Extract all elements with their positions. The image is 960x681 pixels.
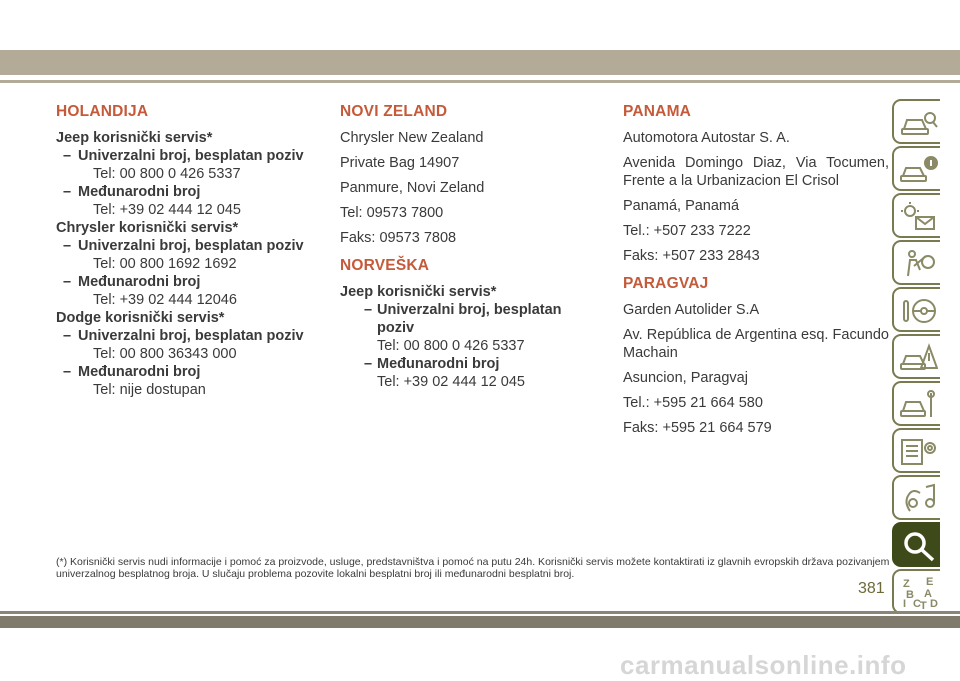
specifications-icon [900,436,938,468]
phone-number: Tel: 00 800 36343 000 [93,346,237,362]
footnote: (*) Korisnički servis nudi informacije i pomoć za proizvode, usluge, predstavništva i pomoć na putu 24h. Korisnički servis možete kontaktirati iz glavnih evropskih država pozivanjem univerzalnog besplatnog broja. U slučaju problema pozovite lokalni besplatni broj ili međunarodni besplatni broj. [56,556,890,580]
car-warning-icon [900,342,938,374]
bottom-footer-band [0,616,960,628]
column-panama [623,100,889,444]
address-line: Automotora Autostar S. A. [623,130,790,146]
svg-text:Z: Z [903,578,910,590]
address-line: Av. República de Argentina esq. Facundo Machain [623,327,889,361]
svg-text:C: C [913,598,921,609]
phone-number: Tel: nije dostupan [93,382,206,398]
list-item-label: – Međunarodni broj [63,364,201,380]
chapter-tabs [892,99,940,616]
tab-specifications[interactable] [892,428,940,473]
heading-holandija: HOLANDIJA [56,103,149,120]
phone-line: Tel: 09573 7800 [340,205,444,221]
column-novi-zeland [340,100,595,391]
bottom-divider [0,611,960,614]
phone-line: Tel.: +507 233 7222 [623,223,751,239]
svg-text:D: D [930,598,938,609]
list-item-label: – Međunarodni broj [364,356,500,372]
svg-text:A: A [924,588,932,600]
watermark: carmanualsonline.info [620,650,907,680]
address-line: Private Bag 14907 [340,155,460,171]
column-holandija [56,100,311,399]
svg-text:I: I [903,598,907,609]
list-item-label: – Univerzalni broj, besplatan poziv [364,302,562,336]
tab-search[interactable] [892,522,940,567]
phone-line: Tel.: +595 21 664 580 [623,395,763,411]
heading-panama: PANAMA [623,103,692,120]
multimedia-icon [900,483,938,515]
phone-number: Tel: +39 02 444 12046 [93,292,237,308]
group-jeep [56,129,311,219]
group-title: Chrysler korisnički servis* [56,220,239,236]
tab-alphabetical-index[interactable] [892,569,940,614]
tab-car-info[interactable] [892,146,940,191]
heading-novi-zeland: NOVI ZELAND [340,103,448,120]
airbag-safety-icon [900,248,938,280]
tab-car-search[interactable] [892,99,940,144]
address-line: Asuncion, Paragvaj [623,370,748,386]
list-item-label: – Univerzalni broj, besplatan poziv [63,328,304,344]
tab-airbag-safety[interactable] [892,240,940,285]
tab-car-warning[interactable] [892,334,940,379]
address-line: Garden Autolider S.A [623,302,760,318]
fax-line: Faks: 09573 7808 [340,230,457,246]
dashboard-lights-icon [900,201,938,233]
tab-steering-wheel[interactable] [892,287,940,332]
address-line: Panamá, Panamá [623,198,740,214]
heading-paragvaj: PARAGVAJ [623,275,709,292]
group-title: Dodge korisnički servis* [56,310,225,326]
svg-text:T: T [920,600,927,609]
car-service-icon [900,389,938,421]
phone-number: Tel: +39 02 444 12 045 [377,374,525,390]
car-info-icon [900,154,938,186]
tab-car-service[interactable] [892,381,940,426]
steering-wheel-icon [900,295,938,327]
list-item-label: – Međunarodni broj [63,184,201,200]
fax-line: Faks: +507 233 2843 [623,248,760,264]
group-title: Jeep korisnički servis* [56,130,213,146]
list-item-label: – Univerzalni broj, besplatan poziv [63,238,304,254]
svg-text:E: E [926,577,934,588]
address-line: Panmure, Novi Zeland [340,180,485,196]
top-divider [0,80,960,83]
tab-dashboard-lights[interactable] [892,193,940,238]
group-title: Jeep korisnički servis* [340,284,497,300]
svg-text:B: B [906,589,914,601]
group-chrysler [56,219,311,309]
phone-number: Tel: +39 02 444 12 045 [93,202,241,218]
address-line: Chrysler New Zealand [340,130,484,146]
page-number: 381 [858,580,885,597]
search-icon [900,530,938,562]
tab-multimedia[interactable] [892,475,940,520]
heading-norveska: NORVEŠKA [340,257,430,274]
phone-number: Tel: 00 800 0 426 5337 [377,338,525,354]
group-dodge [56,309,311,399]
alphabetical-index-icon [900,577,938,609]
fax-line: Faks: +595 21 664 579 [623,420,772,436]
phone-number: Tel: 00 800 1692 1692 [93,256,237,272]
group-jeep-norveska [340,283,595,391]
address-line: Avenida Domingo Diaz, Via Tocumen, Frente a la Urbanizacion El Crisol [623,155,889,189]
phone-number: Tel: 00 800 0 426 5337 [93,166,241,182]
top-header-band [0,50,960,75]
list-item-label: – Međunarodni broj [63,274,201,290]
car-search-icon [900,107,938,139]
list-item-label: – Univerzalni broj, besplatan poziv [63,148,304,164]
